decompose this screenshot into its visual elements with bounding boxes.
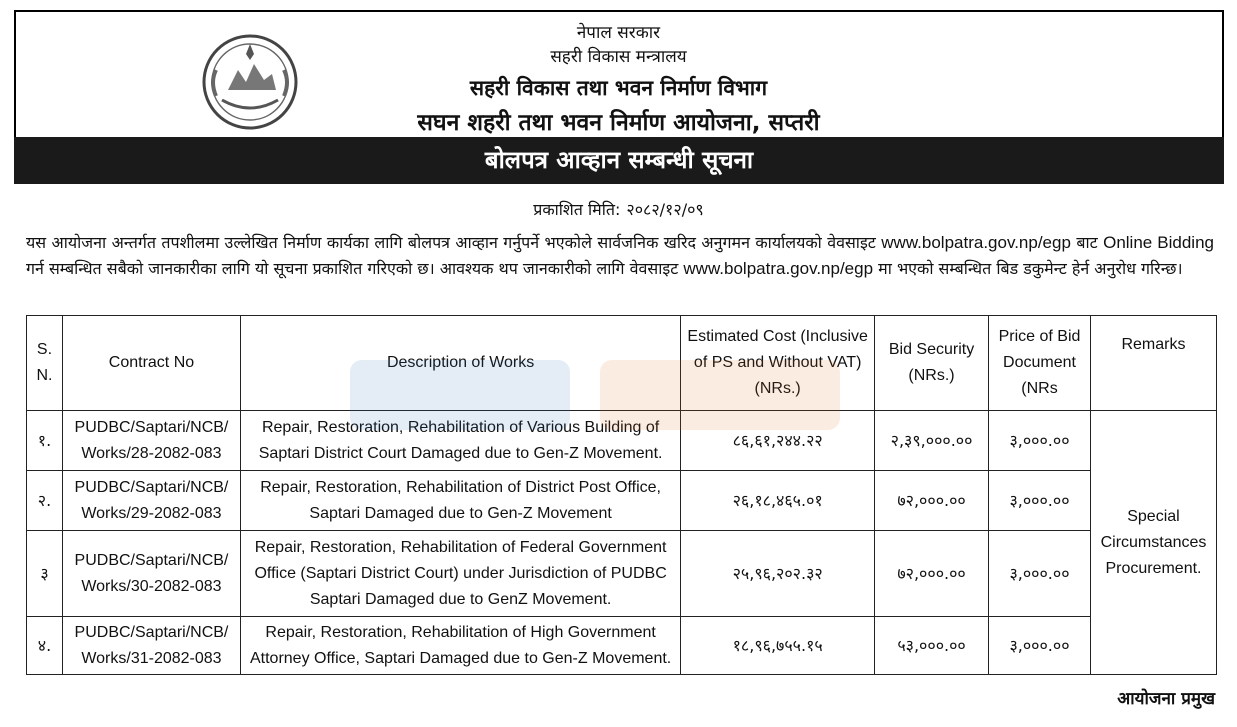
header-ministry: सहरी विकास मन्त्रालय (550, 47, 687, 67)
website-link-1[interactable]: www.bolpatra.gov.np/egp (881, 233, 1071, 252)
col-cost: Estimated Cost (Inclusive of PS and Without VAT) (NRs.) (681, 316, 875, 411)
notice-text-4: मा भएको सम्बन्धित बिड डकुमेन्ट हेर्न अनुरोध गरिन्छ। (878, 259, 1183, 278)
table-row (27, 617, 1217, 675)
cell-contract: PUDBC/Saptari/NCB/ Works/28-2082-083 (62, 411, 240, 471)
cell-cost: २६,१८,४६५.०१ (681, 471, 875, 531)
col-contract: Contract No (62, 316, 240, 411)
cell-cost: २५,९६,२०२.३२ (681, 531, 875, 617)
notice-paragraph (26, 230, 1214, 282)
cell-sn: १. (27, 411, 63, 471)
cell-security: ७२,०००.०० (875, 471, 989, 531)
col-description: Description of Works (240, 316, 680, 411)
published-label: प्रकाशित मिति: (533, 200, 621, 219)
header-project: सघन शहरी तथा भवन निर्माण आयोजना, सप्तरी (417, 110, 820, 136)
cell-sn: २. (27, 471, 63, 531)
table-row (27, 471, 1217, 531)
cell-price: ३,०००.०० (989, 411, 1091, 471)
col-remarks: Remarks (1090, 316, 1216, 411)
cell-description: Repair, Restoration, Rehabilitation of Federal Government Office (Saptari District Court) under Jurisdiction of PUDBC Saptari Damaged due to GenZ Movement. (240, 531, 680, 617)
website-link-2[interactable]: www.bolpatra.gov.np/egp (683, 259, 874, 278)
table-row (27, 411, 1217, 471)
cell-contract: PUDBC/Saptari/NCB/ Works/31-2082-083 (62, 617, 240, 675)
col-security: Bid Security (NRs.) (875, 316, 989, 411)
cell-price: ३,०००.०० (989, 531, 1091, 617)
cell-security: ५३,०००.०० (875, 617, 989, 675)
cell-remarks: Special Circumstances Procurement. (1090, 411, 1216, 675)
col-sn: S. N. (27, 316, 63, 411)
cell-sn: ४. (27, 617, 63, 675)
cell-cost: १८,९६,७५५.१५ (681, 617, 875, 675)
cell-description: Repair, Restoration, Rehabilitation of High Government Attorney Office, Saptari Damaged due to Gen-Z Movement. (240, 617, 680, 675)
works-table (26, 315, 1217, 675)
table-row (27, 531, 1217, 617)
cell-sn: ३ (27, 531, 63, 617)
header-department: सहरी विकास तथा भवन निर्माण विभाग (469, 76, 768, 100)
published-value: २०८२/१२/०९ (626, 200, 704, 219)
notice-text-2: बाट (1076, 233, 1098, 252)
cell-contract: PUDBC/Saptari/NCB/ Works/29-2082-083 (62, 471, 240, 531)
cell-description: Repair, Restoration, Rehabilitation of Various Building of Saptari District Court Damaged due to Gen-Z Movement. (240, 411, 680, 471)
header-government: नेपाल सरकार (576, 23, 661, 43)
cell-contract: PUDBC/Saptari/NCB/ Works/30-2082-083 (62, 531, 240, 617)
cell-security: ७२,०००.०० (875, 531, 989, 617)
notice-banner: बोलपत्र आव्हान सम्बन्धी सूचना (14, 137, 1224, 184)
col-price: Price of Bid Document (NRs (989, 316, 1091, 411)
table-header-row (27, 316, 1217, 411)
cell-cost: ८६,६१,२४४.२२ (681, 411, 875, 471)
cell-security: २,३९,०००.०० (875, 411, 989, 471)
published-date (0, 198, 1237, 220)
notice-text-3: गर्न सम्बन्धित सबैको जानकारीका लागि यो सूचना प्रकाशित गरिएको छ। आवश्यक थप जानकारीको लागि वेवसाइट (26, 259, 679, 278)
notice-text-1: यस आयोजना अन्तर्गत तपशीलमा उल्लेखित निर्माण कार्यका लागि बोलपत्र आव्हान गर्नुपर्ने भएकोले सार्वजनिक खरिद अनुगमन कार्यालयको वेवसाइट (26, 233, 876, 252)
cell-description: Repair, Restoration, Rehabilitation of District Post Office, Saptari Damaged due to Gen-Z Movement (240, 471, 680, 531)
cell-price: ३,०००.०० (989, 471, 1091, 531)
signoff-title: आयोजना प्रमुख (1117, 689, 1215, 709)
cell-price: ३,०००.०० (989, 617, 1091, 675)
online-bidding-text: Online Bidding (1103, 233, 1214, 252)
